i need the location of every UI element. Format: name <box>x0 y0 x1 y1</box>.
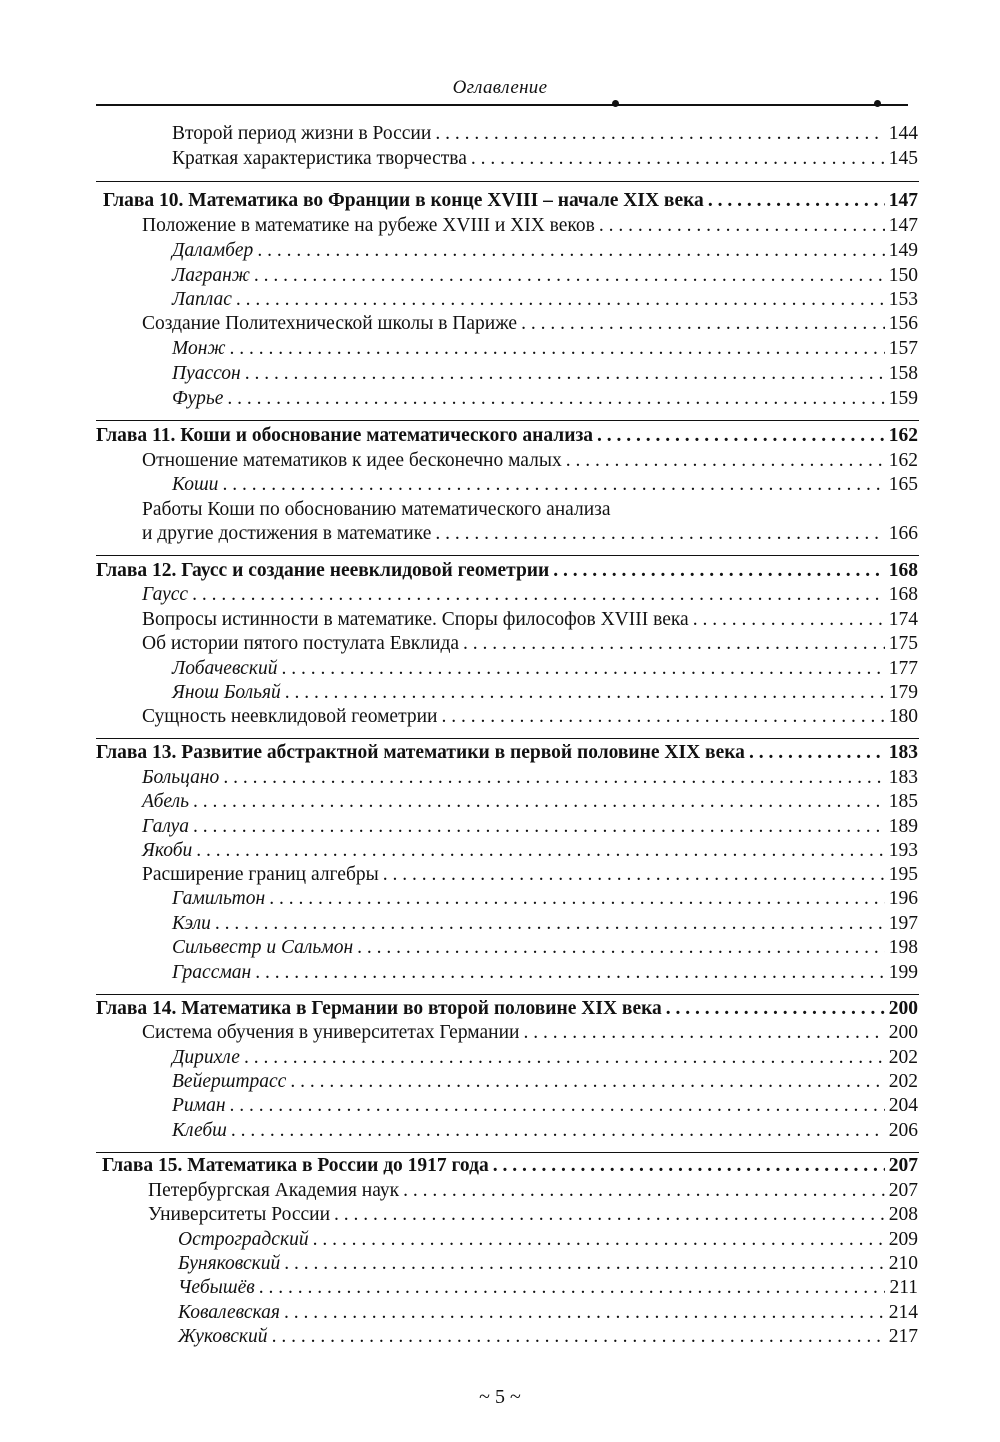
entry-title: Ковалевская <box>178 1302 280 1323</box>
entry-title: Абель <box>142 791 189 812</box>
dot-leader <box>231 1119 885 1143</box>
entry-title: Больцано <box>142 767 220 788</box>
entry-page: 210 <box>888 1253 918 1274</box>
dot-leader <box>357 936 885 960</box>
entry-page: 211 <box>889 1277 918 1298</box>
toc-entry[interactable] <box>142 449 918 473</box>
entry-page: 207 <box>888 1180 918 1201</box>
toc-entry[interactable] <box>172 1119 918 1143</box>
entry-page: 200 <box>888 1022 918 1043</box>
dot-leader <box>193 790 885 814</box>
dot-leader <box>223 766 884 790</box>
dot-leader <box>493 1154 885 1178</box>
section-divider <box>96 420 919 421</box>
dot-leader <box>693 608 885 632</box>
entry-title: Остроградский <box>178 1229 309 1250</box>
toc-entry[interactable] <box>172 362 918 386</box>
toc-entry[interactable] <box>172 681 918 705</box>
toc-entry[interactable] <box>172 147 918 171</box>
entry-title: Чебышёв <box>178 1277 255 1298</box>
toc-entry[interactable] <box>142 214 918 238</box>
entry-page: 183 <box>888 742 918 763</box>
entry-title: Фурье <box>172 388 224 409</box>
entry-page: 202 <box>888 1047 918 1068</box>
entry-title: Якоби <box>142 840 193 861</box>
dot-leader <box>215 912 885 936</box>
entry-title: Петербургская Академия наук <box>148 1180 400 1201</box>
dot-leader <box>403 1179 885 1203</box>
dot-leader <box>230 337 885 361</box>
entry-title: Клебш <box>172 1120 227 1141</box>
toc-entry[interactable] <box>142 522 918 546</box>
dot-leader <box>230 1094 885 1118</box>
dot-leader <box>435 122 884 146</box>
dot-leader <box>222 473 884 497</box>
entry-title: и другие достижения в математике <box>142 523 432 544</box>
dot-leader <box>334 1203 885 1227</box>
dot-leader <box>236 288 885 312</box>
entry-title: Коши <box>172 474 219 495</box>
dot-leader <box>463 632 885 656</box>
dot-leader <box>666 997 885 1021</box>
dot-leader <box>708 189 885 213</box>
toc-entry[interactable] <box>172 1070 918 1094</box>
dot-leader <box>259 1276 886 1300</box>
entry-page: 214 <box>888 1302 918 1323</box>
entry-title: Вейерштрасс <box>172 1071 287 1092</box>
dot-leader <box>254 264 885 288</box>
entry-title: Жуковский <box>178 1326 268 1347</box>
entry-title: Дирихле <box>172 1047 240 1068</box>
section-divider <box>96 555 919 556</box>
entry-page: 217 <box>888 1326 918 1347</box>
toc-entry[interactable] <box>142 312 918 336</box>
entry-title: Даламбер <box>172 240 254 261</box>
toc-entry[interactable] <box>178 1325 918 1349</box>
toc-chapter[interactable] <box>102 1154 918 1178</box>
dot-leader <box>383 863 885 887</box>
entry-page: 162 <box>888 450 918 471</box>
entry-title: Грассман <box>172 962 252 983</box>
entry-page: 158 <box>888 363 918 384</box>
entry-title: Глава 13. Развитие абстрактной математики в первой половине XIX века <box>96 742 745 763</box>
dot-leader <box>284 1252 884 1276</box>
entry-page: 196 <box>888 888 918 909</box>
toc-entry[interactable] <box>178 1252 918 1276</box>
dot-leader <box>435 522 884 546</box>
rule-ornament-dot <box>874 100 881 107</box>
entry-title: Положение в математике на рубеже XVIII и XIX веков <box>142 215 595 236</box>
dot-leader <box>599 214 885 238</box>
entry-page: 185 <box>888 791 918 812</box>
toc-entry[interactable] <box>172 122 918 146</box>
entry-title: Глава 10. Математика во Франции в конце XVIII – начале XIX века <box>103 190 704 211</box>
dot-leader <box>257 239 884 263</box>
dot-leader <box>244 1046 885 1070</box>
entry-title: Буняковский <box>178 1253 281 1274</box>
toc-entry[interactable] <box>142 790 918 814</box>
entry-title: Глава 12. Гаусс и создание неевклидовой геометрии <box>96 560 550 581</box>
entry-page: 153 <box>888 289 918 310</box>
entry-page: 175 <box>888 633 918 654</box>
entry-title: Вопросы истинности в математике. Споры философов XVIII века <box>142 609 689 630</box>
entry-page: 197 <box>888 913 918 934</box>
entry-page: 156 <box>888 313 918 334</box>
entry-page: 174 <box>888 609 918 630</box>
entry-title: Сильвестр и Сальмон <box>172 937 354 958</box>
toc-chapter[interactable] <box>103 189 918 213</box>
dot-leader <box>272 1325 885 1349</box>
entry-title: Гаусс <box>142 584 189 605</box>
entry-title: Пуассон <box>172 363 241 384</box>
entry-title: Университеты России <box>148 1204 331 1225</box>
entry-title: Второй период жизни в России <box>172 123 432 144</box>
dot-leader <box>313 1228 885 1252</box>
entry-title: Галуа <box>142 816 190 837</box>
entry-page: 202 <box>888 1071 918 1092</box>
dot-leader <box>749 741 885 765</box>
dot-leader <box>566 449 885 473</box>
dot-leader <box>553 559 884 583</box>
entry-page: 206 <box>888 1120 918 1141</box>
entry-page: 200 <box>888 998 918 1019</box>
dot-leader <box>269 887 885 911</box>
toc-entry[interactable] <box>142 705 918 729</box>
entry-title: Система обучения в университетах Германии <box>142 1022 520 1043</box>
entry-page: 177 <box>888 658 918 679</box>
entry-page: 162 <box>888 425 918 446</box>
toc-entry[interactable] <box>178 1301 918 1325</box>
entry-page: 168 <box>888 584 918 605</box>
entry-page: 195 <box>888 864 918 885</box>
toc-entry[interactable] <box>142 632 918 656</box>
entry-page: 166 <box>888 523 918 544</box>
rule-ornament-dot <box>612 100 619 107</box>
entry-title: Создание Политехнической школы в Париже <box>142 313 518 334</box>
toc-entry[interactable] <box>142 583 918 607</box>
toc-entry[interactable] <box>172 288 918 312</box>
section-divider <box>96 994 919 995</box>
toc-entry[interactable] <box>172 961 918 985</box>
entry-page: 179 <box>888 682 918 703</box>
toc-chapter[interactable] <box>96 424 918 448</box>
toc-entry[interactable] <box>142 1021 918 1045</box>
entry-page: 147 <box>888 215 918 236</box>
dot-leader <box>597 424 885 448</box>
entry-page: 193 <box>888 840 918 861</box>
dot-leader <box>192 583 885 607</box>
dot-leader <box>284 1301 885 1325</box>
entry-page: 157 <box>888 338 918 359</box>
entry-title: Отношение математиков к идее бесконечно малых <box>142 450 562 471</box>
toc-entry-line[interactable]: Работы Коши по обоснованию математического анализа <box>142 499 611 520</box>
entry-page: 183 <box>888 767 918 788</box>
entry-page: 144 <box>888 123 918 144</box>
toc-entry[interactable] <box>178 1228 918 1252</box>
entry-page: 168 <box>888 560 918 581</box>
toc-entry[interactable] <box>172 239 918 263</box>
toc-chapter[interactable] <box>96 559 918 583</box>
dot-leader <box>290 1070 884 1094</box>
entry-title: Расширение границ алгебры <box>142 864 379 885</box>
section-divider <box>96 1152 919 1153</box>
toc-chapter[interactable] <box>96 997 918 1021</box>
entry-page: 180 <box>888 706 918 727</box>
toc-entry[interactable] <box>142 766 918 790</box>
entry-title: Кэли <box>172 913 211 934</box>
entry-page: 189 <box>888 816 918 837</box>
toc-entry[interactable] <box>142 815 918 839</box>
dot-leader <box>193 815 885 839</box>
entry-title: Янош Больяй <box>172 682 281 703</box>
dot-leader <box>227 387 884 411</box>
entry-title: Гамильтон <box>172 888 266 909</box>
entry-title: Глава 14. Математика в Германии во второй половине XIX века <box>96 998 662 1019</box>
entry-page: 208 <box>888 1204 918 1225</box>
toc-entry[interactable] <box>172 264 918 288</box>
toc-entry[interactable] <box>148 1179 918 1203</box>
toc-entry[interactable] <box>172 473 918 497</box>
toc-entry[interactable] <box>178 1276 918 1300</box>
toc-entry[interactable] <box>142 839 918 863</box>
entry-title: Лаплас <box>172 289 232 310</box>
dot-leader <box>245 362 885 386</box>
entry-page: 209 <box>888 1229 918 1250</box>
entry-title: Риман <box>172 1095 226 1116</box>
toc-entry[interactable] <box>172 1046 918 1070</box>
entry-page: 159 <box>888 388 918 409</box>
dot-leader <box>523 1021 884 1045</box>
toc-entry[interactable] <box>172 337 918 361</box>
entry-title: Краткая характеристика творчества <box>172 148 467 169</box>
toc-entry[interactable] <box>142 863 918 887</box>
entry-title: Глава 15. Математика в России до 1917 года <box>102 1155 489 1176</box>
dot-leader <box>255 961 885 985</box>
entry-title: Лагранж <box>172 265 250 286</box>
header-rule <box>96 104 908 106</box>
section-divider <box>96 738 919 739</box>
entry-page: 145 <box>888 148 918 169</box>
entry-page: 165 <box>888 474 918 495</box>
toc-entry[interactable] <box>172 912 918 936</box>
entry-page: 198 <box>888 937 918 958</box>
toc-entry[interactable] <box>148 1203 918 1227</box>
toc-entry[interactable] <box>172 1094 918 1118</box>
toc-entry[interactable] <box>142 608 918 632</box>
toc-entry[interactable] <box>172 657 918 681</box>
running-header: Оглавление <box>452 77 548 98</box>
toc-chapter[interactable] <box>96 741 918 765</box>
entry-page: 149 <box>888 240 918 261</box>
dot-leader <box>521 312 885 336</box>
entry-page: 150 <box>888 265 918 286</box>
toc-entry[interactable] <box>172 936 918 960</box>
entry-title: Монж <box>172 338 226 359</box>
dot-leader <box>471 147 885 171</box>
entry-page: 207 <box>888 1155 918 1176</box>
dot-leader <box>281 657 884 681</box>
entry-title: Глава 11. Коши и обоснование математического анализа <box>96 425 594 446</box>
entry-page: 199 <box>888 962 918 983</box>
entry-page: 147 <box>888 190 918 211</box>
dot-leader <box>196 839 885 863</box>
toc-entry[interactable] <box>172 887 918 911</box>
entry-page: 204 <box>888 1095 918 1116</box>
dot-leader <box>285 681 885 705</box>
dot-leader <box>441 705 884 729</box>
page-number: ~ 5 ~ <box>479 1386 521 1408</box>
section-divider <box>96 181 919 182</box>
entry-title: Об истории пятого постулата Евклида <box>142 633 460 654</box>
entry-title: Сущность неевклидовой геометрии <box>142 706 438 727</box>
toc-entry[interactable] <box>172 387 918 411</box>
entry-title: Лобачевский <box>172 658 278 679</box>
